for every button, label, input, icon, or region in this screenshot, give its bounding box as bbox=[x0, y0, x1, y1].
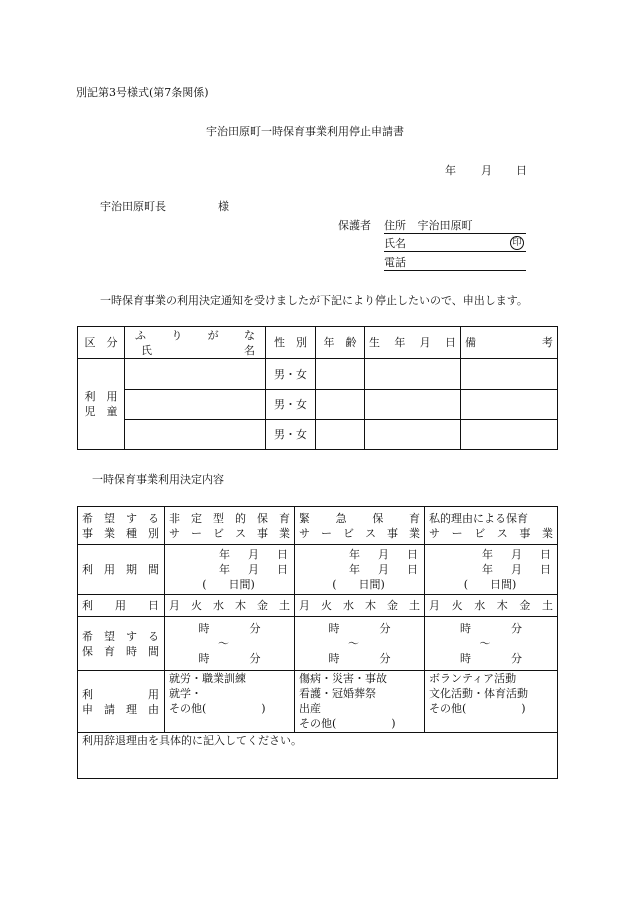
child-name-cell[interactable] bbox=[125, 359, 266, 390]
kubun-header: 区 分 bbox=[78, 327, 125, 359]
date-year-label: 年 bbox=[445, 164, 456, 177]
address-value: 宇治田原町 bbox=[417, 219, 473, 232]
child-name-cell[interactable] bbox=[125, 390, 266, 420]
child-birth-cell[interactable] bbox=[365, 390, 461, 420]
period-label: 利 用 期 間 bbox=[78, 545, 165, 595]
child-birth-cell[interactable] bbox=[365, 359, 461, 390]
remarks-header: 備 考 bbox=[461, 327, 558, 359]
child-remarks-cell[interactable] bbox=[461, 420, 558, 450]
child-sex-cell[interactable]: 男・女 bbox=[266, 420, 316, 450]
child-age-cell[interactable] bbox=[316, 390, 365, 420]
child-age-cell[interactable] bbox=[316, 420, 365, 450]
type-atypical: 非 定 型 的 保 育 サ ー ビ ス 事 業 bbox=[165, 507, 295, 545]
date-day-label: 日 bbox=[516, 164, 527, 177]
child-birth-cell[interactable] bbox=[365, 420, 461, 450]
address-label: 住所 bbox=[384, 219, 406, 232]
time-cell[interactable]: 時 分 〜 時 分 bbox=[425, 617, 558, 671]
name-field[interactable] bbox=[384, 235, 526, 252]
decision-table bbox=[77, 506, 558, 779]
type-emergency: 緊 急 保 育 サ ー ビ ス 事 業 bbox=[295, 507, 425, 545]
section-title: 一時保育事業利用決定内容 bbox=[92, 473, 224, 486]
phone-label: 電話 bbox=[384, 256, 406, 269]
intro-text: 一時保育事業の利用決定通知を受けましたが下記により停止したいので、申出します。 bbox=[100, 294, 528, 307]
weekday-cell[interactable]: 月 火 水 木 金 土 bbox=[165, 595, 295, 617]
weekday-cell[interactable]: 月 火 水 木 金 土 bbox=[295, 595, 425, 617]
age-header: 年 齢 bbox=[316, 327, 365, 359]
reason-label: 利 用 申 請 理 由 bbox=[78, 671, 165, 733]
time-label: 希 望 す る 保 育 時 間 bbox=[78, 617, 165, 671]
period-cell[interactable]: 年 月 日 年 月 日 ( 日間) bbox=[425, 545, 558, 595]
phone-field[interactable] bbox=[384, 254, 526, 271]
sex-header: 性 別 bbox=[266, 327, 316, 359]
name-label: 氏名 bbox=[384, 237, 406, 250]
usage-day-label: 利 用 日 bbox=[78, 595, 165, 617]
child-name-cell[interactable] bbox=[125, 420, 266, 450]
withdrawal-note: 利用辞退理由を具体的に記入してください。 bbox=[82, 734, 302, 747]
date-month-label: 月 bbox=[481, 164, 492, 177]
form-number: 別記第3号様式(第7条関係) bbox=[76, 86, 209, 99]
withdrawal-reason-field[interactable] bbox=[78, 733, 558, 779]
reason-cell-atypical[interactable]: 就労・職業訓練 就学・ その他( ) bbox=[165, 671, 295, 733]
child-row-label: 利 用 児 童 bbox=[78, 359, 125, 450]
honorific: 様 bbox=[218, 200, 229, 213]
child-sex-cell[interactable]: 男・女 bbox=[266, 390, 316, 420]
applicant-label: 保護者 bbox=[338, 219, 371, 232]
period-cell[interactable]: 年 月 日 年 月 日 ( 日間) bbox=[295, 545, 425, 595]
child-remarks-cell[interactable] bbox=[461, 359, 558, 390]
name-header: ふ り が な 氏 名 bbox=[125, 327, 266, 359]
addressee: 宇治田原町長 bbox=[100, 200, 166, 213]
weekday-cell[interactable]: 月 火 水 木 金 土 bbox=[425, 595, 558, 617]
address-field[interactable] bbox=[384, 217, 526, 234]
birth-header: 生 年 月 日 bbox=[365, 327, 461, 359]
type-label: 希 望 す る 事 業 種 別 bbox=[78, 507, 165, 545]
reason-cell-emergency[interactable]: 傷病・災害・事故 看護・冠婚葬祭 出産 その他( ) bbox=[295, 671, 425, 733]
child-remarks-cell[interactable] bbox=[461, 390, 558, 420]
time-cell[interactable]: 時 分 〜 時 分 bbox=[295, 617, 425, 671]
page-title: 宇治田原町一時保育事業利用停止申請書 bbox=[206, 125, 404, 138]
time-cell[interactable]: 時 分 〜 時 分 bbox=[165, 617, 295, 671]
child-table bbox=[77, 326, 558, 450]
seal-mark: 印 bbox=[510, 236, 524, 250]
type-private: 私的理由による保育 サ ー ビ ス 事 業 bbox=[425, 507, 558, 545]
period-cell[interactable]: 年 月 日 年 月 日 ( 日間) bbox=[165, 545, 295, 595]
reason-cell-private[interactable]: ボランティア活動 文化活動・体育活動 その他( ) bbox=[425, 671, 558, 733]
child-sex-cell[interactable]: 男・女 bbox=[266, 359, 316, 390]
child-age-cell[interactable] bbox=[316, 359, 365, 390]
